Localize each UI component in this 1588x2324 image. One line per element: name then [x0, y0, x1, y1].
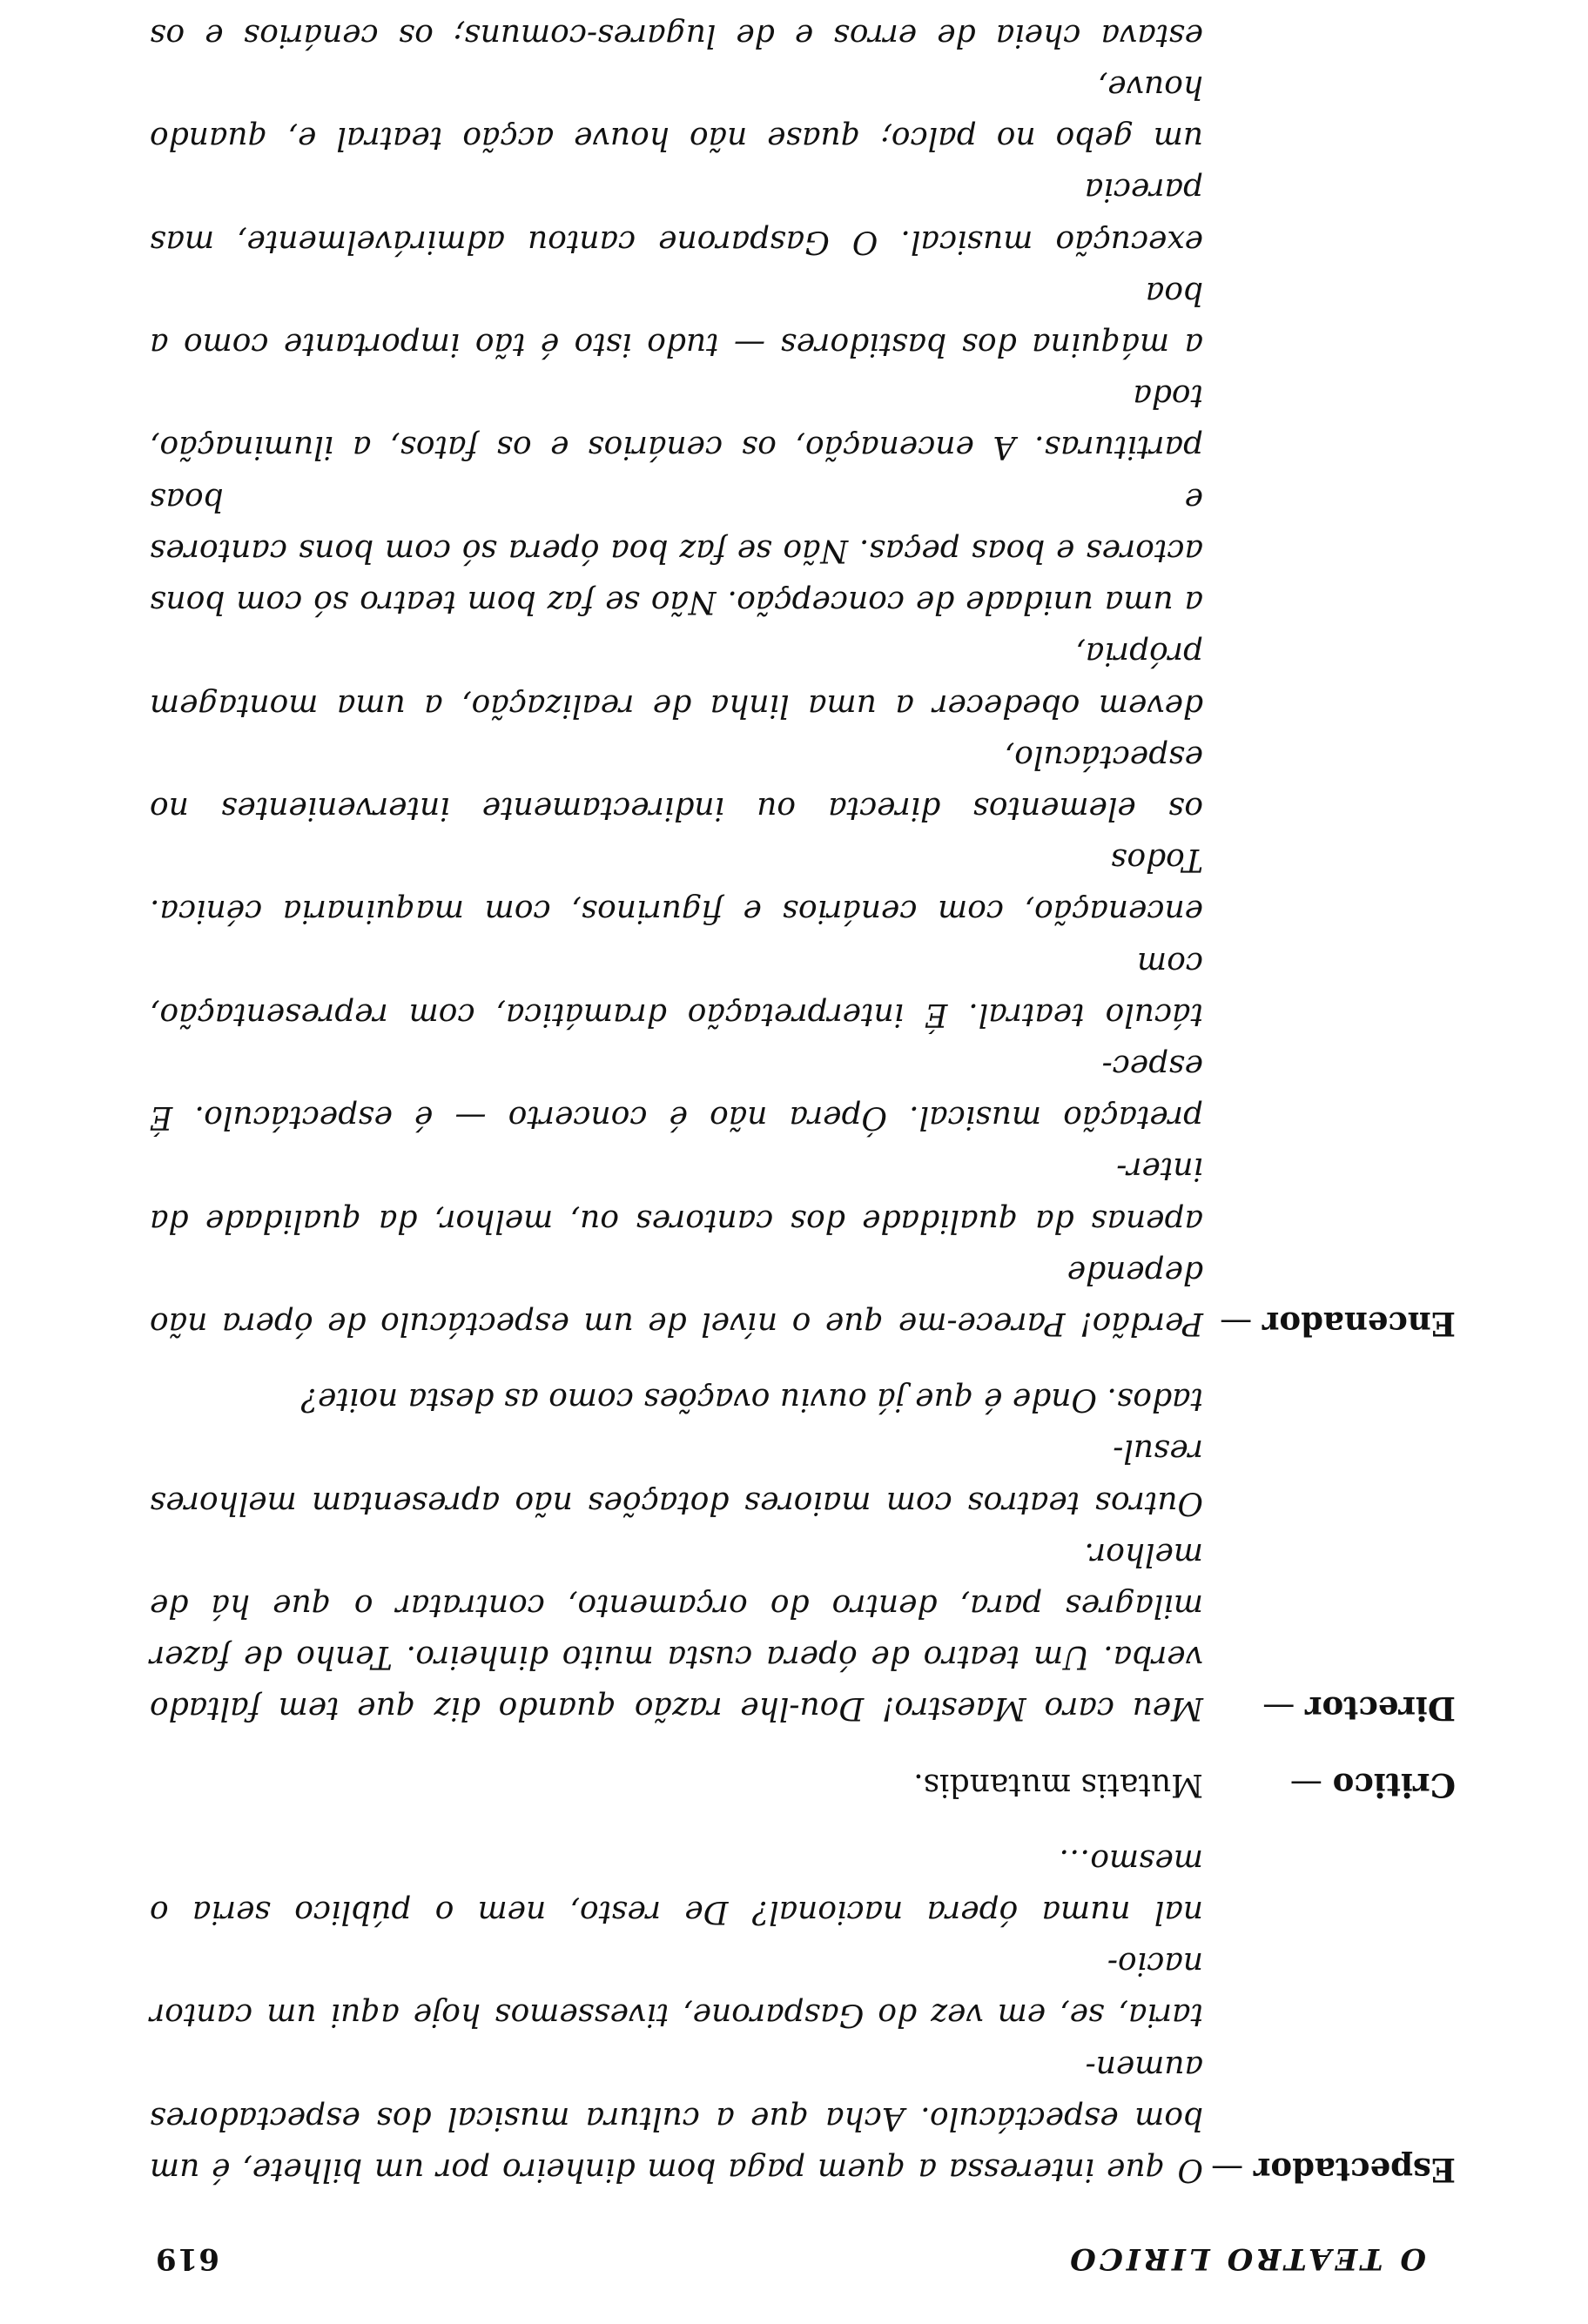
speech-line: nal numa ópera nacional? De resto, nem o público seria o mesmo…	[150, 1842, 1203, 1930]
speech-line: encenação, com cenários e figurinos, com maquinaria cénica. Todos	[150, 842, 1203, 930]
speaker-label: Encenador	[1262, 1304, 1456, 1343]
speech-line: Outros teatros com maiores dotações não apresentam melhores resul-	[150, 1433, 1203, 1521]
speaker-name	[1290, 1758, 1456, 1810]
speaker-dash: —	[1220, 1304, 1262, 1342]
speech-line: taria, se, em vez do Gasparone, tivessemos hoje aqui um cantor nacio-	[150, 1945, 1203, 2033]
speech-text	[150, 1374, 1203, 1734]
running-title: O TEATRO LIRICO	[1067, 2241, 1426, 2276]
speaker-name	[1220, 1298, 1456, 1349]
speaker-dash: —	[1211, 2151, 1254, 2188]
speech-line: actores e boas peças. Não se faz boa ópera só com bons cantores e boas	[150, 480, 1203, 568]
speaker-label: Director	[1305, 1689, 1456, 1729]
speech-line: tados. Onde é que já ouviu ovações como as desta noite?	[300, 1381, 1203, 1418]
speaker-label: Espectador	[1253, 2151, 1456, 2189]
speech-line: Perdão! Parece-me que o nível de um espectáculo de ópera não depende	[150, 1253, 1203, 1341]
speaker-dash: —	[1262, 1689, 1306, 1728]
speech-line: um gebo no palco; quase não houve acção teatral e, quando houve,	[150, 69, 1203, 157]
speech-line: Mutatis mutandis.	[913, 1766, 1203, 1803]
dialogue-entry	[150, 0, 1456, 1349]
speech-line: bom espectáculo. Acha que a cultura musical dos espectadores aumen-	[150, 2048, 1203, 2136]
speech-line: Meu caro Maestro! Dou-lhe razão quando diz que tem faltado	[150, 1690, 1203, 1727]
speech-text	[150, 0, 1203, 1349]
speech-line: a uma unidade de concepção. Não se faz bom teatro só com bons	[150, 584, 1203, 621]
speech-text	[150, 1758, 1203, 1810]
speaker-name	[1211, 2144, 1456, 2195]
speech-line: milagres para, dentro do orçamento, contratar o que há de melhor.	[150, 1535, 1203, 1623]
page-number: 619	[155, 2241, 219, 2276]
dialogue-text	[150, 0, 1456, 2195]
running-header	[155, 2224, 1426, 2276]
speech-line: a máquina dos bastidores — tudo isto é tão importante como a boa	[150, 274, 1203, 363]
speech-line: verba. Um teatro de ópera custa muito dinheiro. Tenho de fazer	[150, 1639, 1203, 1676]
speech-line: partituras. A encenação, os cenários e os fatos, a iluminação, toda	[150, 378, 1203, 466]
speaker-label: Critico	[1332, 1765, 1456, 1804]
speech-text	[150, 1835, 1203, 2195]
speech-line: táculo teatral. É interpretação dramática, com representação, com	[150, 944, 1203, 1032]
speech-line: devem obedecer a uma linha de realização, a uma montagem própria,	[150, 635, 1203, 723]
speech-line: estava cheia de erros e de lugares-comuns; os cenários e os	[150, 17, 1203, 53]
speech-line: execução musical. O Gasparone cantou admirávelmente, mas parecia	[150, 171, 1203, 259]
dialogue-entry	[150, 1758, 1456, 1810]
speaker-dash: —	[1289, 1765, 1333, 1803]
speech-line: O que interessa a quem paga bom dinheiro por um bilhete, é um	[150, 2152, 1203, 2187]
speech-line: pretação musical. Ópera não é concerto — é espectáculo. É espec-	[150, 1047, 1203, 1136]
speech-line: apenas da qualidade dos cantores ou, melhor, da qualidade da inter-	[150, 1151, 1203, 1239]
speech-line: os elementos directa ou indirectamente intervenientes no espectáculo,	[150, 738, 1203, 826]
dialogue-entry	[150, 1374, 1456, 1734]
speaker-name	[1262, 1683, 1456, 1734]
dialogue-entry	[150, 1835, 1456, 2195]
